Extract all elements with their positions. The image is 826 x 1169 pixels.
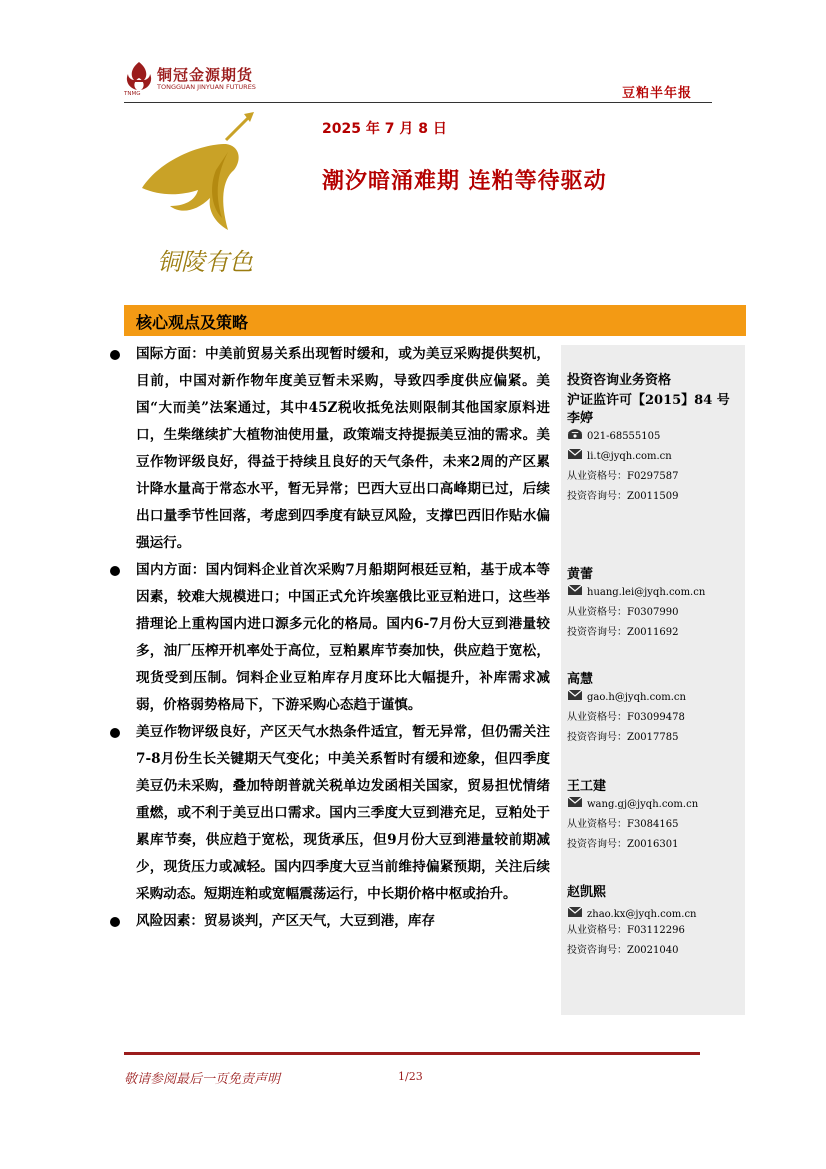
section-header bbox=[124, 305, 746, 336]
bullet-outlook bbox=[108, 719, 550, 908]
analyst-sidebar bbox=[561, 345, 745, 1015]
bullet-text: 国际方面：中美前贸易关系出现暂时缓和，或为美豆采购提供契机，目前，中国对新作物年度美豆暂未采购，导致四季度供应偏紧。美国“大而美”法案通过，其中45Z税收抵免法则限制其他国家原料进口，生柴继续扩大植物油使用量，政策端支持提振美豆油的需求。美豆作物评级良好，得益于持续且良好的天气条件，未来2周的产区累计降水量高于常态水平，暂无异常；巴西大豆出口高峰期已过，后续出口量季节性回落，考虑到四季度有缺豆风险，支撑巴西旧作贴水偏强运行。 bbox=[136, 346, 550, 551]
bullet-domestic bbox=[108, 557, 550, 719]
analyst-phone: 021-68555105 bbox=[567, 427, 743, 447]
bullet-dot-icon bbox=[110, 728, 120, 738]
analyst-card bbox=[567, 775, 743, 855]
analyst-email[interactable]: zhao.kx@jyqh.com.cn bbox=[567, 905, 743, 925]
qualification bbox=[567, 371, 730, 411]
report-type: 豆粕半年报 bbox=[621, 86, 692, 101]
analyst-email[interactable]: huang.lei@jyqh.com.cn bbox=[567, 583, 743, 603]
bullet-text: 美豆作物评级良好，产区天气水热条件适宜，暂无异常，但仍需关注7-8月份生长关键期天气变化；中美关系暂时有缓和迹象，但四季度美豆仍未采购，叠加特朗普就关税单边发函相关国家，贸易担忧情绪重燃，或不利于美豆出口需求。国内三季度大豆到港充足，豆粕处于累库节奏，供应趋于宽松，现货承压，但9月份大豆到港量较前期减少，现货压力或减轻。国内四季度大豆当前维持偏紧预期，关注后续采购动态。短期连粕或宽幅震荡运行，中长期价格中枢或抬升。 bbox=[136, 724, 550, 902]
analyst-cert: 从业资格号：F03099478 bbox=[567, 712, 685, 723]
company-name-en: TONGGUAN JINYUAN FUTURES bbox=[157, 83, 256, 91]
logo-flame-icon bbox=[124, 60, 154, 94]
page-number: 1/23 bbox=[398, 1070, 423, 1083]
qualification-line2: 沪证监许可【2015】84 号 bbox=[567, 393, 730, 408]
email-icon bbox=[567, 796, 583, 808]
bullet-text: 风险因素：贸易谈判，产区天气，大豆到港，库存 bbox=[136, 913, 436, 929]
analyst-name: 李婷 bbox=[567, 411, 594, 426]
header-rule bbox=[124, 102, 712, 103]
analyst-consult: 投资咨询号：Z0011509 bbox=[567, 491, 679, 502]
bullet-dot-icon bbox=[110, 566, 120, 576]
company-abbr: TNMG bbox=[124, 91, 141, 97]
emblem-icon bbox=[130, 110, 280, 290]
analyst-card bbox=[567, 881, 743, 961]
analyst-email[interactable]: gao.h@jyqh.com.cn bbox=[567, 688, 743, 708]
email-icon bbox=[567, 906, 583, 918]
footer-rule bbox=[124, 1052, 700, 1055]
bullet-risk bbox=[108, 908, 550, 935]
email-icon bbox=[567, 689, 583, 701]
bullet-text: 国内方面：国内饲料企业首次采购7月船期阿根廷豆粕，基于成本等因素，较难大规模进口；中国正式允许埃塞俄比亚豆粕进口，这些举措理论上重构国内进口源多元化的格局。国内6-7月份大豆到港量较多，油厂压榨开机率处于高位，豆粕累库节奏加快，供应趋于宽松，现货受到压制。饲料企业豆粕库存月度环比大幅提升，补库需求减弱，价格弱势格局下，下游采购心态趋于谨慎。 bbox=[136, 562, 550, 713]
analyst-consult: 投资咨询号：Z0016301 bbox=[567, 839, 679, 850]
analyst-consult: 投资咨询号：Z0021040 bbox=[567, 945, 679, 956]
analyst-cert: 从业资格号：F03112296 bbox=[567, 925, 685, 936]
analyst-name: 黄蕾 bbox=[567, 567, 594, 582]
analyst-cert: 从业资格号：F3084165 bbox=[567, 819, 679, 830]
analyst-cert: 从业资格号：F0297587 bbox=[567, 471, 679, 482]
analyst-name: 高慧 bbox=[567, 672, 594, 687]
footer-disclaimer: 敬请参阅最后一页免责声明 bbox=[124, 1072, 281, 1087]
analyst-email[interactable]: li.t@jyqh.com.cn bbox=[567, 447, 743, 467]
email-icon bbox=[567, 584, 583, 596]
analyst-name: 赵凯熙 bbox=[567, 885, 607, 900]
emblem-signature: 铜陵有色 bbox=[157, 248, 253, 276]
report-date: 2025 年 7 月 8 日 bbox=[322, 121, 447, 137]
report-title: 潮汐暗涌难期 连粕等待驱动 bbox=[322, 169, 607, 194]
email-icon bbox=[567, 448, 583, 460]
core-views bbox=[108, 341, 550, 935]
analyst-email[interactable]: wang.gj@jyqh.com.cn bbox=[567, 795, 743, 815]
qualification-line1: 投资咨询业务资格 bbox=[567, 373, 672, 388]
bullet-dot-icon bbox=[110, 350, 120, 360]
analyst-cert: 从业资格号：F0307990 bbox=[567, 607, 679, 618]
section-title: 核心观点及策略 bbox=[136, 313, 249, 332]
bullet-dot-icon bbox=[110, 917, 120, 927]
analyst-name: 王工建 bbox=[567, 779, 607, 794]
company-name-cn: 铜冠金源期货 bbox=[157, 66, 254, 84]
analyst-consult: 投资咨询号：Z0017785 bbox=[567, 732, 679, 743]
company-logo bbox=[124, 58, 274, 102]
phone-icon bbox=[567, 428, 583, 440]
analyst-card bbox=[567, 668, 743, 748]
analyst-card bbox=[567, 563, 743, 643]
analyst-consult: 投资咨询号：Z0011692 bbox=[567, 627, 679, 638]
bullet-international bbox=[108, 341, 550, 557]
analyst-card bbox=[567, 407, 743, 507]
